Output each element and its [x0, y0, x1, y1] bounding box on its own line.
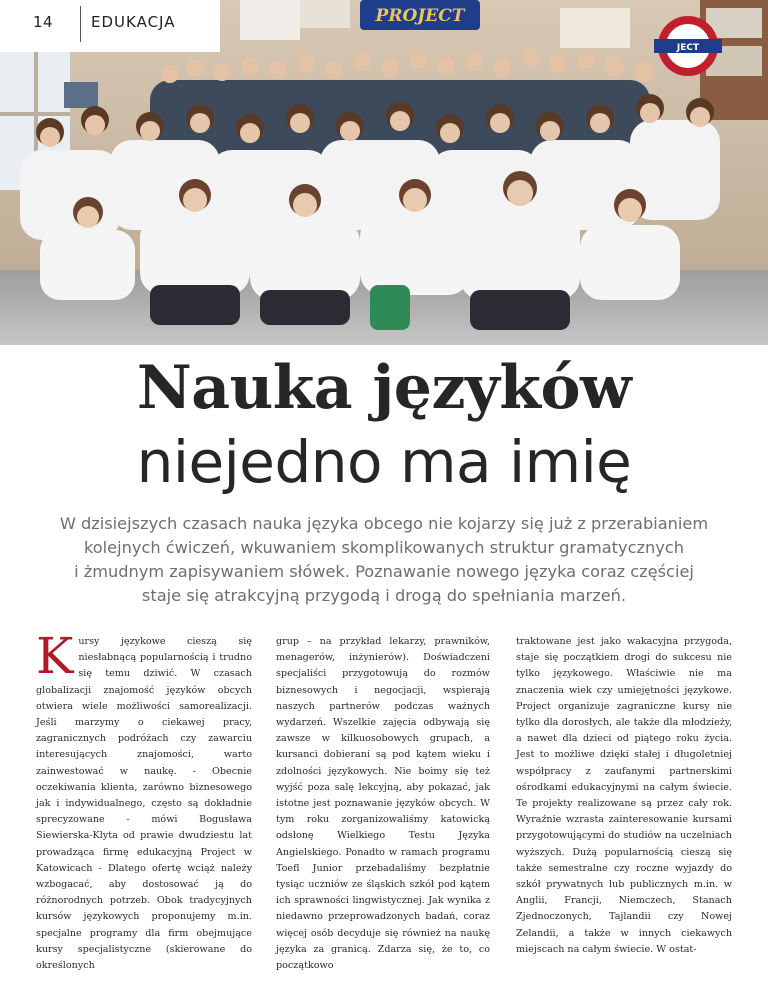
lead-line: staje się atrakcyjną przygodą i drogą do spełniania marzeń. [141, 586, 627, 605]
column-text: traktowane jest jako wakacyjna przygoda, staje się początkiem drogi do sukcesu nie tylko językowego. Właściwie nie ma znaczenia wiek czy umiejętności językowe. Project organizuje zagraniczne kursy nie tylko dla dorosłych, ale także dla młodzieży, a nawet dla dzieci od piątego roku życia. Jest to możliwe dzięki stałej i długoletniej współpracy z zaufanymi partnerskimi ośrodkami edukacyjnymi na całym świecie. Te projekty realizowane są przez cały rok. Wyraźnie wzrasta zainteresowanie kursami przygotowującymi do studiów na uczelniach wyższych. Dużą popularnością cieszą się także semestralne czy roczne wyjazdy do szkół prywatnych lub publicznych m.in. w Anglii, Francji, Niemczech, Stanach Zjednoczonych, Tajlandii czy Nowej Zelandii, a także w innych ciekawych miejscach na całym świecie. W ostat- [516, 636, 732, 955]
article-column-2 [276, 634, 490, 974]
lead-line: i żmudnym zapisywaniem słówek. Poznawanie nowego języka coraz częściej [74, 562, 694, 581]
roundel-text: JECT [676, 43, 700, 53]
article-column-1 [36, 627, 252, 974]
banner-text: PROJECT [375, 6, 465, 26]
drop-cap: K [36, 627, 74, 685]
lead-paragraph [36, 512, 732, 608]
lead-line: kolejnych ćwiczeń, wkuwaniem skomplikowanych struktur gramatycznych [83, 538, 685, 557]
headline-line-1: Nauka języków [136, 353, 632, 423]
headline-line-2: niejedno ma imię [136, 428, 632, 496]
column-text: ursy językowe cieszą się niesłabnącą popularnością i trudno się temu dziwić. W czasach globalizacji znajomość języków obcych otwiera wiele możliwości samorealizacji. Jeśli marzymy o ciekawej pracy, zagranicznych podróżach czy zawarciu interesujących znajomości, warto zainwestować w naukę. - Obecnie oczekiwania klienta, zarówno biznesowego jak i indywidualnego, często są dokładnie sprecyzowane - mówi Bogusława Siewierska-Klyta od prawie dwudziestu lat prowadząca firmę edukacyjną Project w Katowicach - Dlatego ofertę wciąż należy wzbogacać, aby dostosować ją do różnorodnych potrzeb. Obok tradycyjnych kursów językowych proponujemy m.in. specjalne programy dla firm obejmujące kursy specjalistyczne (skierowane do określonych [36, 636, 252, 972]
page-number: 14 [33, 13, 54, 31]
section-label: EDUKACJA [91, 13, 176, 31]
article-column-3 [516, 634, 732, 958]
column-text: grup – na przykład lekarzy, prawników, menagerów, inżynierów). Doświadczeni specjaliści przygotowują do rozmów biznesowych i negocjacji, wspierają naszych partnerów podczas ważnych wydarzeń. Wszelkie zajęcia odbywają się zawsze w kilkuosobowych grupach, a kursanci dobierani są pod kątem wieku i zdolności językowych. Nie boimy się też wyjść poza salę lekcyjną, aby pokazać, jak istotne jest poznawanie języków obcych. W tym roku zorganizowaliśmy katowicką odsłonę Wielkiego Testu Języka Angielskiego. Ponadto w ramach programu Toefl Junior przebadaliśmy bezpłatnie tysiąc uczniów ze śląskich szkół pod kątem ich sprawności lingwistycznej. Jak wynika z niedawno przeprowadzonych badań, coraz więcej osób decyduje się również na naukę języka za granicą. Zdarza się, że to, co początkowo [276, 636, 490, 972]
lead-line: W dzisiejszych czasach nauka języka obcego nie kojarzy się już z przerabianiem [59, 514, 709, 533]
header-divider [80, 6, 81, 42]
